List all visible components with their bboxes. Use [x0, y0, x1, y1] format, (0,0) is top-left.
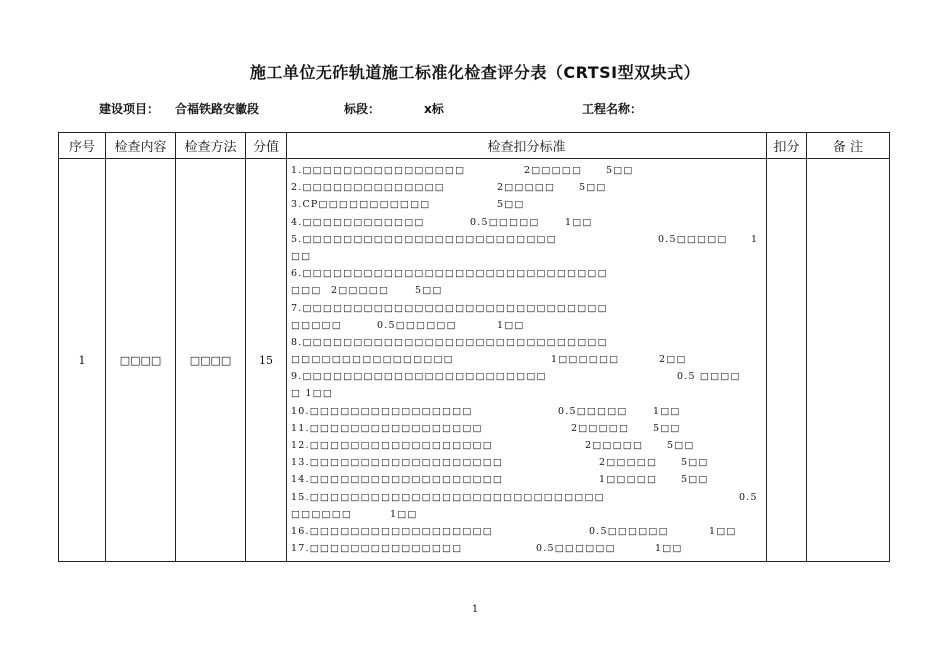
criteria-line: 6.□□□□□□□□□□□□□□□□□□□□□□□□□□□□□□ [291, 268, 608, 280]
criteria-line: 14.□□□□□□□□□□□□□□□□□□□ 1□□□□□ 5□□ [291, 474, 709, 486]
criteria-line: 12.□□□□□□□□□□□□□□□□□□ 2□□□□□ 5□□ [291, 440, 695, 451]
criteria-line: 1.□□□□□□□□□□□□□□□□ 2□□□□□ 5□□ [291, 165, 634, 176]
row-index: 1 [59, 159, 106, 562]
project-label: 建设项目： [99, 102, 160, 116]
row-score: 15 [246, 159, 287, 562]
criteria-line: 8.□□□□□□□□□□□□□□□□□□□□□□□□□□□□□□ [291, 336, 608, 348]
criteria-line: 16.□□□□□□□□□□□□□□□□□□ 0.5□□□□□□ 1□□ [291, 525, 737, 537]
header-method: 检查方法 [176, 133, 246, 159]
table-header-row [59, 133, 890, 159]
table-row [59, 159, 890, 562]
criteria-line: □ 1□□ [291, 388, 333, 400]
document-title: 施工单位无砟轨道施工标准化检查评分表（CRTSⅠ型双块式） [249, 63, 701, 82]
criteria-cell [287, 159, 767, 562]
page-number: 1 [471, 604, 479, 615]
work-name-label: 工程名称： [582, 102, 643, 116]
criteria-line: 10.□□□□□□□□□□□□□□□□ 0.5□□□□□ 1□□ [291, 405, 681, 417]
header-score: 分值 [246, 133, 287, 159]
header-index: 序号 [59, 133, 106, 159]
criteria-line: □□□□□□□□□□□□□□□□ 1□□□□□□ 2□□ [291, 354, 687, 366]
row-deduction [767, 159, 807, 562]
row-method: □□□□ [176, 159, 246, 562]
criteria-line: □□□□□ 0.5□□□□□□ 1□□ [291, 319, 525, 331]
criteria-line: 4.□□□□□□□□□□□□ 0.5□□□□□ 1□□ [291, 216, 593, 228]
section-value: x标 [424, 102, 444, 116]
criteria-line: 5.□□□□□□□□□□□□□□□□□□□□□□□□□ 0.5□□□□□ 1 [291, 233, 758, 245]
row-content: □□□□ [106, 159, 176, 562]
criteria-line: 2.□□□□□□□□□□□□□□ 2□□□□□ 5□□ [291, 182, 607, 194]
criteria-line: 15.□□□□□□□□□□□□□□□□□□□□□□□□□□□□□ 0.5 [291, 491, 758, 503]
section-label: 标段： [344, 102, 381, 116]
criteria-line: 17.□□□□□□□□□□□□□□□ 0.5□□□□□□ 1□□ [291, 543, 683, 555]
criteria-line: □□□ 2□□□□□ 5□□ [291, 285, 443, 297]
header-remark: 备 注 [807, 133, 890, 159]
header-criteria: 检查扣分标准 [287, 133, 767, 159]
header-deduction: 扣分 [767, 133, 807, 159]
row-remark [807, 159, 890, 562]
inspection-score-table [58, 132, 890, 562]
criteria-line: 9.□□□□□□□□□□□□□□□□□□□□□□□□ 0.5 □□□□ [291, 371, 741, 383]
criteria-line: □□ [291, 250, 312, 262]
criteria-line: 11.□□□□□□□□□□□□□□□□□ 2□□□□□ 5□□ [291, 422, 681, 434]
header-content: 检查内容 [106, 133, 176, 159]
criteria-line: □□□□□□ 1□□ [291, 508, 418, 520]
criteria-line: 3.CP□□□□□□□□□□□ 5□□ [291, 199, 525, 211]
criteria-line: 13.□□□□□□□□□□□□□□□□□□□ 2□□□□□ 5□□ [291, 457, 709, 469]
project-value: 合福铁路安徽段 [175, 102, 260, 116]
criteria-line: 7.□□□□□□□□□□□□□□□□□□□□□□□□□□□□□□ [291, 302, 608, 314]
